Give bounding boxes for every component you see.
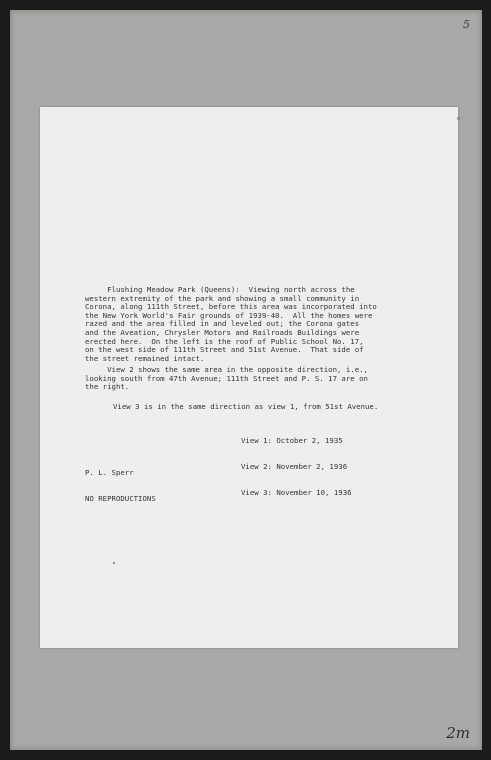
paper-speck xyxy=(457,117,460,120)
view-date-1: View 1: October 2, 1935 xyxy=(241,436,343,446)
typed-caption-sheet xyxy=(40,107,458,648)
photographer-name: P. L. Sperr xyxy=(85,468,134,478)
credit-block xyxy=(85,452,156,521)
view-2-paragraph: View 2 shows the same area in the opposite direction, i.e., looking south from 47th Avenue; 111th Street and P. S. 17 are on the right. xyxy=(85,365,368,392)
description-paragraph: Flushing Meadow Park (Queens): Viewing north across the western extremity of the park and showing a small community in Corona, along 111th Street, before this area was incorporated into the New York World's Fair grounds of 1939-40. All the homes were razed and the area filled in and leveled out; the Corona gates and the Aveation, Chrysler Motors and Railroads Buildings were erected here. On the left is the roof of Public School No. 17, on the west side of 111th Street and 51st Avenue. That side of the street remained intact. xyxy=(85,285,377,363)
view-dates-list xyxy=(241,420,352,515)
paper-speck xyxy=(113,562,115,564)
reproduction-notice: NO REPRODUCTIONS xyxy=(85,493,156,503)
handwritten-page-number: 5 xyxy=(463,18,470,31)
view-date-2: View 2: November 2, 1936 xyxy=(241,461,348,471)
handwritten-initials: 2m xyxy=(446,724,470,742)
mount-board xyxy=(10,10,482,750)
view-date-3: View 3: November 10, 1936 xyxy=(241,487,352,497)
view-3-paragraph: View 3 is in the same direction as view 1, from 51st Avenue. xyxy=(113,402,379,411)
